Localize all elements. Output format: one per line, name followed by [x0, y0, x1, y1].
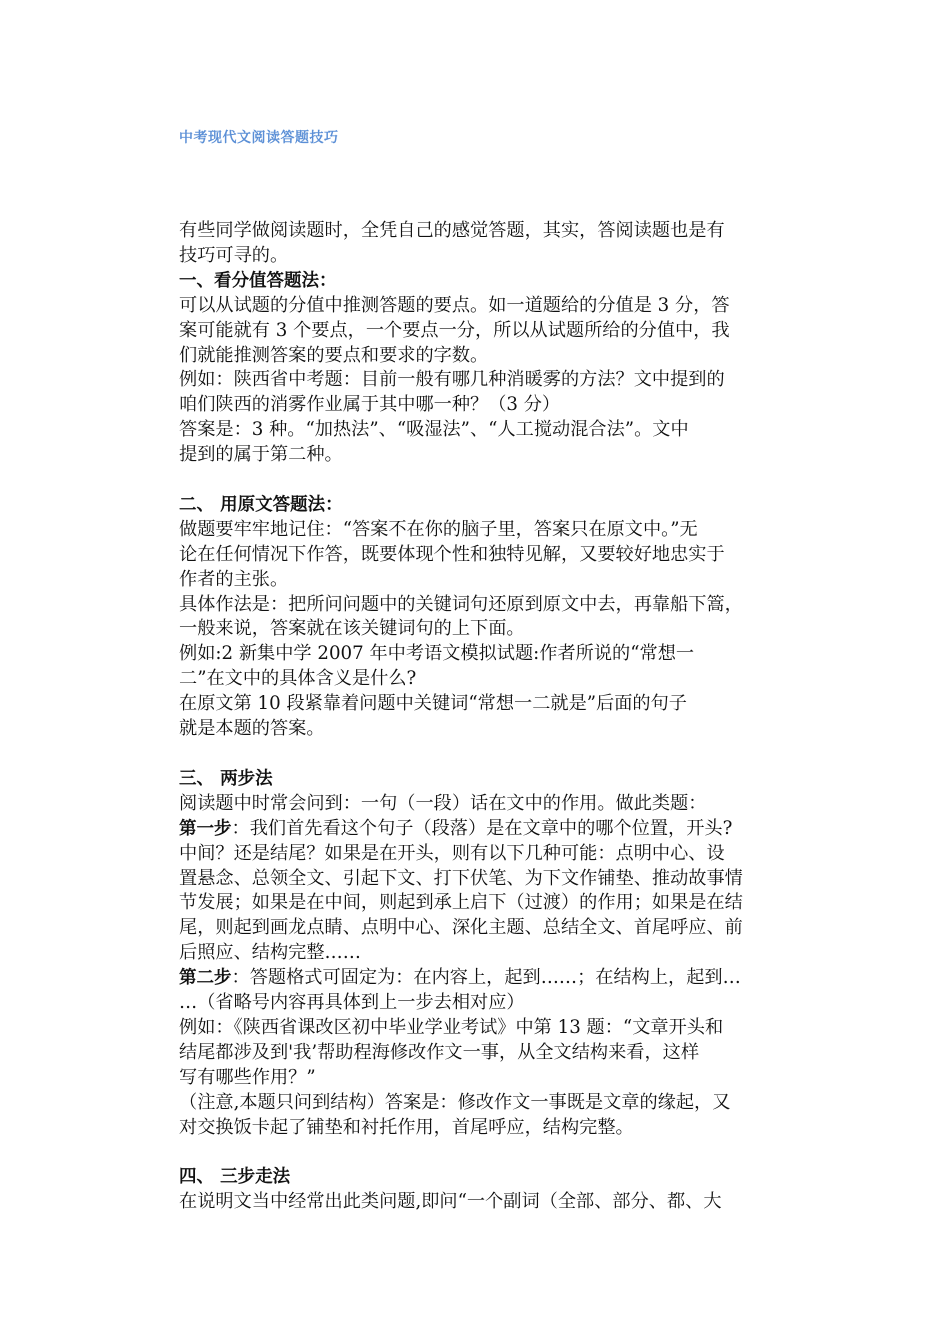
section-heading-1: 一、看分值答题法： — [179, 270, 337, 291]
paragraph-line: 就是本题的答案。 — [179, 718, 325, 740]
paragraph-line: 论在任何情况下作答，既要体现个性和独特见解，又要较好地忠实于 — [179, 543, 725, 565]
paragraph-line: 置悬念、总领全文、引起下文、打下伏笔、为下文作铺垫、推动故事情 — [179, 867, 743, 889]
step1-label: 第一步 — [179, 818, 232, 839]
section-heading-4: 四、 三步走法 — [179, 1167, 291, 1188]
paragraph-line: 中间？还是结尾？如果是在开头，则有以下几种可能：点明中心、设 — [179, 842, 725, 864]
paragraph-line: 写有哪些作用？” — [179, 1066, 316, 1088]
paragraph-line: 提到的属于第二种。 — [179, 444, 343, 466]
intro-line: 有些同学做阅读题时，全凭自己的感觉答题，其实，答阅读题也是有 — [179, 220, 725, 241]
document-body — [179, 219, 819, 1215]
paragraph-line: 例如：《陕西省课改区初中毕业学业考试》中第 13 题：“文章开头和 — [179, 1016, 724, 1038]
paragraph-line: 例如：陕西省中考题：目前一般有哪几种消暖雾的方法？文中提到的 — [179, 369, 725, 391]
section-heading-3: 三、 两步法 — [179, 768, 273, 789]
paragraph-line: 二”在文中的具体含义是什么? — [179, 668, 417, 690]
paragraph-line: 可以从试题的分值中推测答题的要点。如一道题给的分值是 3 分，答 — [179, 294, 730, 316]
paragraph-line: 阅读题中时常会问到：一句（一段）话在文中的作用。做此类题： — [179, 792, 707, 814]
step2-line — [179, 966, 819, 991]
paragraph-line: 节发展；如果是在中间，则起到承上启下（过渡）的作用；如果是在结 — [179, 892, 743, 914]
paragraph-line: 咱们陕西的消雾作业属于其中哪一种？（3 分） — [179, 394, 561, 416]
step1-line — [179, 817, 819, 842]
paragraph-line: 结尾都涉及到'我’帮助程海修改作文一事，从全文结构来看，这样 — [179, 1041, 700, 1063]
blank-line — [179, 742, 819, 767]
step1-text: ：我们首先看这个句子（段落）是在文章中的哪个位置，开头? — [231, 817, 733, 839]
paragraph-line: …（省略号内容再具体到上一步去相对应） — [179, 992, 525, 1014]
blank-line — [179, 468, 819, 493]
paragraph-line: 作者的主张。 — [179, 568, 289, 590]
intro-line: 技巧可寻的。 — [179, 244, 289, 266]
paragraph-line: 们就能推测答案的要点和要求的字数。 — [179, 344, 489, 366]
paragraph-line: 答案是：3 种。“加热法”、“吸湿法”、“人工搅动混合法”。文中 — [179, 419, 689, 441]
paragraph-line: 一般来说，答案就在该关键词句的上下面。 — [179, 618, 525, 640]
paragraph-line: 后照应、结构完整…… — [179, 942, 361, 964]
paragraph-line: 例如:2 新集中学 2007 年中考语文模拟试题:作者所说的“常想一 — [179, 643, 695, 665]
paragraph-line: 尾，则起到画龙点睛、点明中心、深化主题、总结全文、首尾呼应、前 — [179, 917, 743, 939]
paragraph-line: 在说明文当中经常出此类问题,即问“一个副词（全部、部分、都、大 — [179, 1191, 722, 1213]
document-title: 中考现代文阅读答题技巧 — [179, 130, 339, 146]
section-heading-2: 二、 用原文答题法： — [179, 494, 343, 515]
paragraph-line: 对交换饭卡起了铺垫和衬托作用，首尾呼应，结构完整。 — [179, 1116, 634, 1138]
paragraph-line: 案可能就有 3 个要点，一个要点一分，所以从试题所给的分值中，我 — [179, 319, 730, 341]
paragraph-line: 在原文第 10 段紧靠着问题中关键词“常想一二就是”后面的句子 — [179, 693, 687, 715]
step2-text: ：答题格式可固定为：在内容上，起到……；在结构上，起到… — [231, 967, 741, 989]
paragraph-line: （注意,本题只问到结构）答案是：修改作文一事既是文章的缘起，又 — [179, 1091, 731, 1113]
paragraph-line: 具体作法是：把所问问题中的关键词句还原到原文中去，再靠船下篙， — [179, 593, 743, 615]
paragraph-line: 做题要牢牢地记住：“答案不在你的脑子里，答案只在原文中。”无 — [179, 518, 698, 540]
step2-label: 第二步 — [179, 968, 232, 989]
blank-line — [179, 1141, 819, 1166]
